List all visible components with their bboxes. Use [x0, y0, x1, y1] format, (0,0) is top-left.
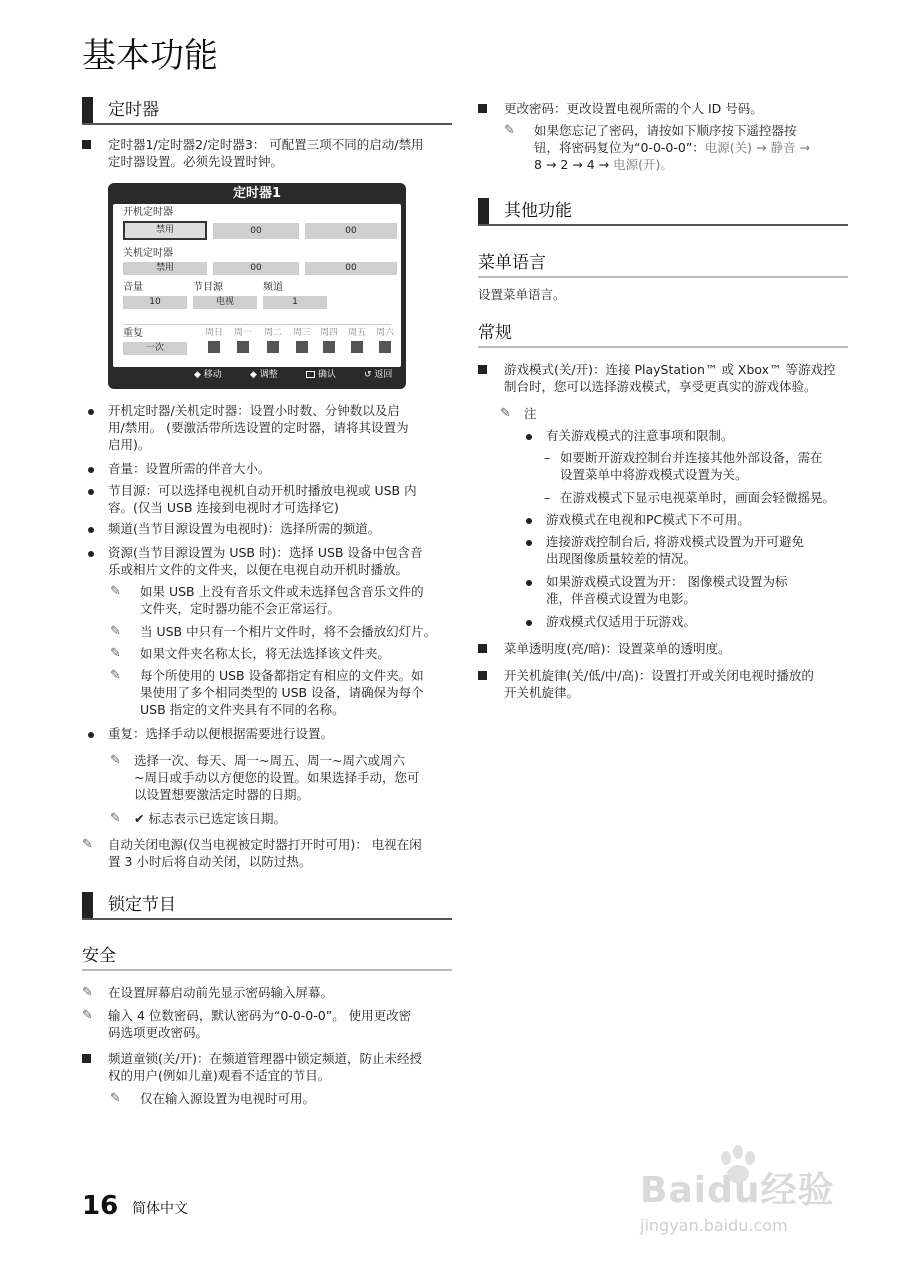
- bullet-icon: [88, 732, 94, 738]
- osd-day-checkbox[interactable]: [379, 341, 391, 353]
- note-pencil-icon: ✎: [110, 668, 121, 683]
- square-bullet-icon: [478, 104, 487, 113]
- note-pencil-icon: ✎: [110, 1091, 121, 1106]
- osd-repeat-field[interactable]: 一次: [123, 342, 187, 355]
- osd-day-label: 周二: [264, 328, 283, 338]
- osd-channel-field[interactable]: 1: [263, 296, 327, 309]
- note-pencil-icon: ✎: [110, 811, 121, 826]
- note-pencil-icon: ✎: [504, 123, 515, 138]
- square-bullet-icon: [82, 1054, 91, 1063]
- bullet-icon: [526, 540, 532, 546]
- bullet-icon: [88, 467, 94, 473]
- watermark-logo: Baidu经验: [640, 1170, 835, 1211]
- page-language: 简体中文: [132, 1201, 188, 1217]
- osd-off-minute-field[interactable]: 00: [305, 262, 397, 275]
- osd-on-enable-field[interactable]: 禁用: [123, 221, 207, 240]
- osd-day-label: 周五: [348, 328, 367, 338]
- section-heading-other: 其他功能: [478, 198, 848, 226]
- subheading-general: 常规: [478, 322, 848, 348]
- subheading-menu-language: 菜单语言: [478, 252, 848, 278]
- osd-repeat-label: 重复: [123, 328, 143, 339]
- osd-day-label: 周四: [320, 328, 339, 338]
- square-bullet-icon: [478, 644, 487, 653]
- bullet-icon: [526, 518, 532, 524]
- osd-day-label: 周三: [293, 328, 312, 338]
- osd-source-field[interactable]: 电视: [193, 296, 257, 309]
- note-pencil-icon: ✎: [110, 624, 121, 639]
- bullet-icon: [526, 580, 532, 586]
- osd-on-label: 开机定时器: [123, 207, 173, 218]
- osd-title: 定时器1: [232, 186, 282, 201]
- osd-nav-adjust: ◆ 调整: [250, 370, 278, 380]
- menu-language-text: 设置菜单语言。: [478, 287, 566, 302]
- osd-nav-enter: 确认: [306, 367, 336, 383]
- square-bullet-icon: [478, 365, 487, 374]
- osd-volume-label: 音量: [123, 282, 143, 293]
- osd-on-hour-field[interactable]: 00: [213, 223, 299, 239]
- osd-day-label: 周六: [376, 328, 395, 338]
- osd-channel-label: 频道: [263, 282, 283, 293]
- timer-osd-screen: [108, 183, 406, 389]
- osd-day-checkbox[interactable]: [296, 341, 308, 353]
- note-pencil-icon: ✎: [500, 406, 511, 421]
- bullet-icon: [526, 620, 532, 626]
- square-bullet-icon: [478, 671, 487, 680]
- bullet-icon: [88, 527, 94, 533]
- note-pencil-icon: ✎: [110, 753, 121, 768]
- bullet-icon: [88, 489, 94, 495]
- osd-day-label: 周一: [234, 328, 253, 338]
- page-title: 基本功能: [82, 36, 218, 76]
- osd-source-label: 节目源: [193, 282, 223, 293]
- square-bullet-icon: [82, 140, 91, 149]
- osd-on-minute-field[interactable]: 00: [305, 223, 397, 239]
- osd-volume-field[interactable]: 10: [123, 296, 187, 309]
- dash-icon: –: [544, 490, 551, 505]
- section-heading-lock: 锁定节目: [82, 892, 452, 920]
- dash-icon: –: [544, 450, 551, 465]
- osd-off-hour-field[interactable]: 00: [213, 262, 299, 275]
- return-icon: ↺: [364, 370, 375, 380]
- note-pencil-icon: ✎: [110, 584, 121, 599]
- osd-off-enable-field[interactable]: 禁用: [123, 262, 207, 275]
- osd-day-checkbox[interactable]: [208, 341, 220, 353]
- watermark-url: jingyan.baidu.com: [640, 1216, 788, 1235]
- note-pencil-icon: ✎: [82, 1008, 93, 1023]
- note-pencil-icon: ✎: [82, 837, 93, 852]
- bullet-icon: [88, 409, 94, 415]
- note-pencil-icon: ✎: [110, 646, 121, 661]
- note-pencil-icon: ✎: [82, 985, 93, 1000]
- bullet-icon: [88, 551, 94, 557]
- osd-nav-return: ↺ 返回: [364, 370, 393, 380]
- osd-day-checkbox[interactable]: [237, 341, 249, 353]
- section-heading-timer: 定时器: [82, 97, 452, 125]
- osd-day-checkbox[interactable]: [267, 341, 279, 353]
- osd-day-checkbox[interactable]: [323, 341, 335, 353]
- enter-icon: [306, 371, 315, 378]
- bullet-icon: [526, 434, 532, 440]
- osd-off-label: 关机定时器: [123, 248, 173, 259]
- subheading-security: 安全: [82, 945, 452, 971]
- page-number: 16: [82, 1191, 119, 1221]
- osd-day-checkbox[interactable]: [351, 341, 363, 353]
- osd-nav-move: ◆ 移动: [194, 370, 222, 380]
- osd-day-label: 周日: [205, 328, 224, 338]
